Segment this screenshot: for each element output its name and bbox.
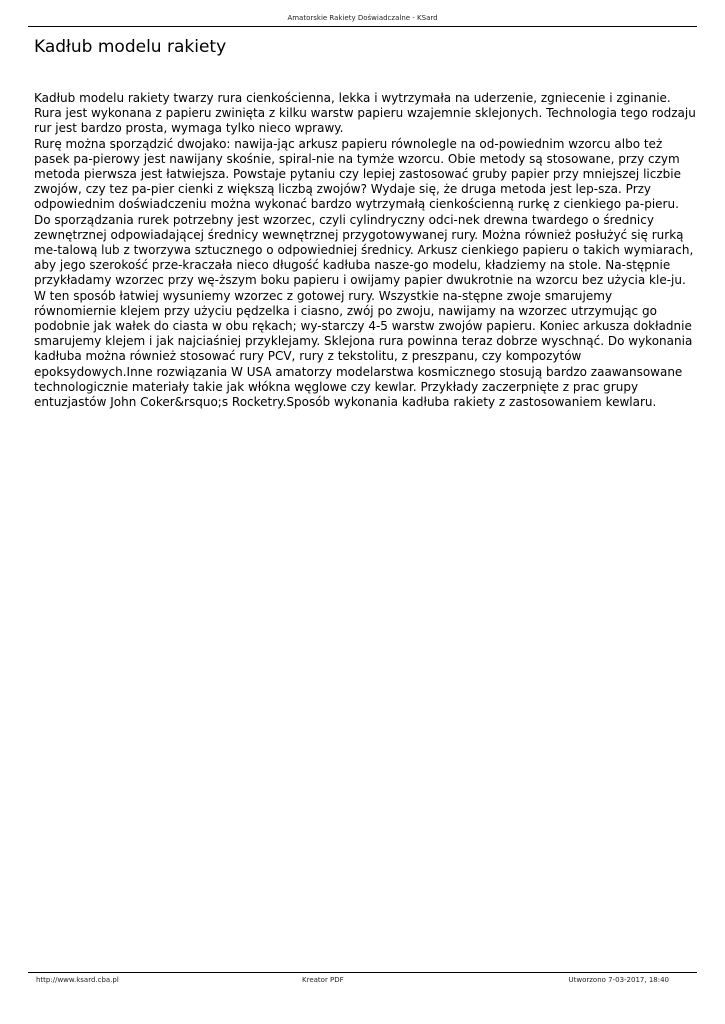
footer-generator: Kreator PDF	[302, 976, 344, 984]
footer-divider	[28, 972, 697, 973]
paragraph-method: Rurę można sporządzić dwojako: nawija-jąc arkusz papieru równolegle na od-powiednim wzorcu albo też pasek pa-pierowy jest nawijany skośnie, spiral-nie na tymże wzorcu. Obie metody są stosowane, przy czym metoda pierwsza jest łatwiejsza. Powstaje pytaniu czy lepiej zastosować gruby papier przy mniejszej liczbie zwojów, czy tez pa-pier cienki z większą liczbą zwojów? Wydaje się, że druga metoda jest lep-sza. Przy odpowiednim doświadczeniu można wykonać bardzo wytrzymałą cienkościenną rurkę z cienkiego pa-pieru. Do sporządzania rurek potrzebny jest wzorzec, czyli cylindryczny odci-nek drewna twardego o średnicy zewnętrznej odpowiadającej średnicy wewnętrznej przygotowywanej rury. Można również posłużyć się rurką me-talową lub z tworzywa sztucznego o odpowiedniej średnicy. Arkusz cienkiego papieru o takich wymiarach, aby jego szerokość prze-kraczała nieco długość kadłuba nasze-go modelu, kładziemy na stole. Na-stępnie przykładamy wzorzec przy wę-ższym boku papieru i owijamy papier dwukrotnie na wzorcu bez użycia kle-ju. W ten sposób łatwiej wysuniemy wzorzec z gotowej rury. Wszystkie na-stępne zwoje smarujemy równomiernie klejem przy użyciu pędzelka i ciasno, zwój po zwoju, nawijamy na wzorzec utrzymując go podobnie jak wałek do ciasta w obu rękach; wy-starczy 4-5 warstw zwojów papieru. Koniec arkusza dokładnie smarujemy klejem i jak najciaśniej przyklejamy. Sklejona rura powinna teraz dobrze wyschnąć. Do wykonania kadłuba można również stosować rury PCV, rury z tekstolitu, z preszpanu, czy kompozytów epoksydowych.Inne rozwiązania W USA amatorzy modelarstwa kosmicznego stosują bardzo zaawansowane technologicznie materiały takie jak włókna węglowe czy kewlar. Przykłady zaczerpnięte z prac grupy entuzjastów John Coker&rsquo;s Rocketry.Sposób wykonania kadłuba rakiety z zastosowaniem kewlaru.	[34, 136, 694, 410]
footer-url: http://www.ksard.cba.pl	[36, 976, 119, 984]
paragraph-intro: Kadłub modelu rakiety twarzy rura cienkościenna, lekka i wytrzymała na uderzenie, zgniecenie i zginanie. Rura jest wykonana z papieru zwinięta z kilku warstw papieru wzajemnie sklejonych. Technologia tego rodzaju rur jest bardzo prosta, wymaga tylko nieco wprawy.	[34, 91, 696, 136]
header-divider	[28, 26, 697, 27]
page-header: Amatorskie Rakiety Doświadczalne - KSard	[287, 14, 438, 22]
page-footer	[28, 975, 697, 985]
footer-created-date: Utworzono 7-03-2017, 18:40	[568, 976, 669, 984]
page-title: Kadłub modelu rakiety	[34, 37, 227, 57]
article-body	[34, 91, 696, 410]
